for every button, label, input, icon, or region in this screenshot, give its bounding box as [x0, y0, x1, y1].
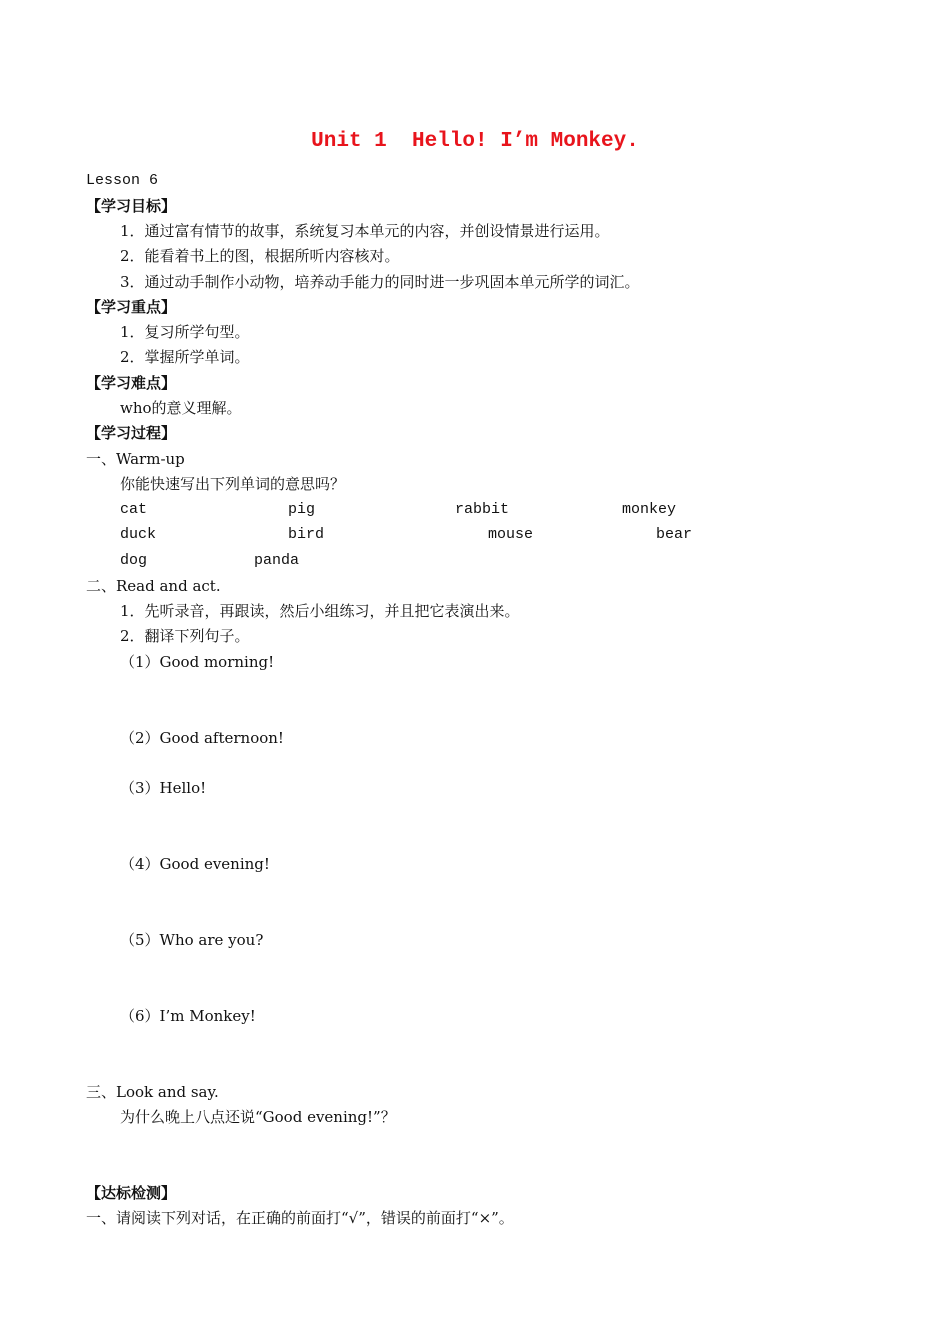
key-points-heading: 【学习重点】 [86, 298, 177, 316]
objective-item: 2．能看着书上的图，根据所听内容核对。 [120, 247, 400, 265]
read-act-step: 1．先听录音，再跟读，然后小组练习，并且把它表演出来。 [120, 602, 520, 620]
lesson-label: Lesson 6 [86, 172, 159, 189]
vocab-word: panda [254, 552, 300, 569]
assessment-instruction: 一、请阅读下列对话，在正确的前面打“√”，错误的前面打“×”。 [86, 1209, 514, 1227]
translation-sentence: （5）Who are you? [120, 931, 264, 949]
assessment-heading: 【达标检测】 [86, 1184, 177, 1202]
difficulties-text: who的意义理解。 [120, 399, 242, 417]
look-say-label: 三、Look and say. [86, 1083, 219, 1101]
vocab-word: bear [656, 526, 693, 543]
vocab-word: duck [120, 526, 157, 543]
objective-item: 3．通过动手制作小动物，培养动手能力的同时进一步巩固本单元所学的词汇。 [120, 273, 640, 291]
translation-sentence: （3）Hello! [120, 779, 207, 797]
key-point-item: 1．复习所学句型。 [120, 323, 250, 341]
difficulties-heading: 【学习难点】 [86, 374, 177, 392]
document-title: Unit 1 Hello! I’m Monkey. [311, 130, 639, 153]
look-say-question: 为什么晚上八点还说“Good evening!”？ [120, 1108, 396, 1126]
translation-sentence: （2）Good afternoon! [120, 729, 284, 747]
process-heading: 【学习过程】 [86, 424, 177, 442]
warmup-label: 一、Warm-up [86, 450, 185, 468]
translation-sentence: （1）Good morning! [120, 653, 275, 671]
vocab-word: cat [120, 501, 148, 518]
objective-item: 1．通过富有情节的故事，系统复习本单元的内容，并创设情景进行运用。 [120, 222, 610, 240]
key-point-item: 2．掌握所学单词。 [120, 348, 250, 366]
warmup-prompt: 你能快速写出下列单词的意思吗？ [120, 475, 346, 493]
translation-sentence: （4）Good evening! [120, 855, 270, 873]
translation-sentence: （6）I’m Monkey! [120, 1007, 256, 1025]
vocab-word: bird [288, 526, 325, 543]
vocab-word: monkey [622, 501, 677, 518]
read-act-label: 二、Read and act. [86, 577, 221, 595]
vocab-word: pig [288, 501, 316, 518]
vocab-word: dog [120, 552, 148, 569]
vocab-word: mouse [488, 526, 534, 543]
vocab-word: rabbit [455, 501, 510, 518]
read-act-step: 2．翻译下列句子。 [120, 627, 250, 645]
objectives-heading: 【学习目标】 [86, 197, 177, 215]
